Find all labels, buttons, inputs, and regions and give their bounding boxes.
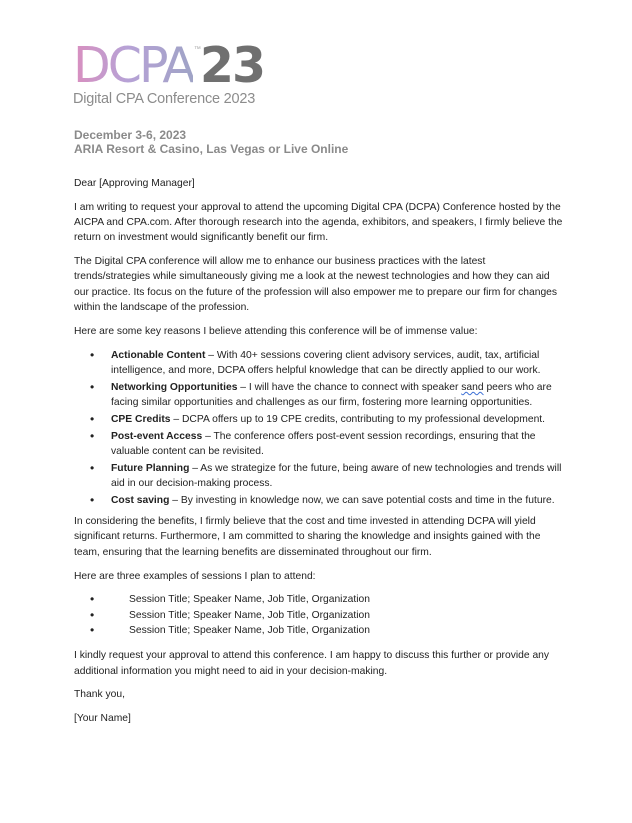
- paragraph-benefits: The Digital CPA conference will allow me to enhance our business practices with the latest trends/strategies while simultaneously giving me a look at the newest technologies and how they can aid our practice. Its focus on the future of the profession will also empower me to prepare our firm for changes within the landscape of the profession.: [74, 256, 558, 314]
- logo-subtitle: Digital CPA Conference 2023: [73, 91, 256, 107]
- paragraph-returns: In considering the benefits, I firmly believe that the cost and time invested in attending DCPA will yield significant returns. Furthermore, I am committed to sharing the knowledge and insights gained with the team, ensuring that the learning benefits are disseminated throughout our firm.: [74, 516, 541, 558]
- signature: [Your Name]: [74, 713, 131, 725]
- list-item: • Session Title; Speaker Name, Job Title, Organization: [74, 592, 564, 607]
- reason-title: Future Planning: [111, 462, 190, 474]
- list-item: [74, 493, 564, 508]
- reason-title: Cost saving: [111, 494, 170, 506]
- reason-text: – I will have the chance to connect with speaker: [237, 381, 462, 393]
- sessions-list: [74, 592, 564, 638]
- reason-title: Actionable Content: [111, 349, 206, 361]
- reason-title: Post-event Access: [111, 430, 203, 442]
- list-item: • Session Title; Speaker Name, Job Title, Organization: [74, 623, 564, 638]
- logo-trademark: ™: [193, 46, 201, 53]
- reason-text: – DCPA offers up to 19 CPE credits, contributing to my professional development.: [170, 413, 546, 425]
- paragraph-reasons-lead: Here are some key reasons I believe attending this conference will be of immense value:: [74, 325, 478, 337]
- event-info: [74, 128, 348, 156]
- dcpa23-logo: [73, 37, 313, 112]
- paragraph-request: I kindly request your approval to attend this conference. I am happy to discuss this further or provide any additional information you might need to aid in your decision-making.: [74, 650, 550, 677]
- reason-title: CPE Credits: [111, 413, 171, 425]
- list-item: • Session Title; Speaker Name, Job Title, Organization: [74, 608, 564, 623]
- reason-text: – By investing in knowledge now, we can save potential costs and time in the future.: [169, 494, 555, 506]
- event-dates: December 3-6, 2023: [74, 128, 187, 142]
- logo-wordmark: [73, 37, 313, 94]
- list-item: [74, 412, 564, 427]
- paragraph-sessions-lead: Here are three examples of sessions I plan to attend:: [74, 570, 316, 582]
- closing: Thank you,: [74, 689, 125, 701]
- event-location: ARIA Resort & Casino, Las Vegas or Live Online: [74, 142, 349, 156]
- list-item: [74, 429, 564, 460]
- reason-text: – The conference offers post-event session recordings, ensuring that the valuable content can be revisited.: [111, 430, 536, 457]
- spellcheck-word: sand: [461, 381, 484, 393]
- reasons-list: [74, 348, 564, 508]
- logo-dcpa-text: DCPA: [73, 37, 193, 94]
- reason-title: Networking Opportunities: [111, 381, 238, 393]
- list-item: [74, 380, 564, 411]
- reason-text: – With 40+ sessions covering client advisory services, audit, tax, artificial intelligence, and more, DCPA offers helpful knowledge that can be directly applied to our work.: [111, 349, 541, 376]
- reason-text: – As we strategize for the future, being aware of new technologies and trends will aid in our decision-making process.: [111, 462, 562, 490]
- paragraph-intro: I am writing to request your approval to attend the upcoming Digital CPA (DCPA) Conference hosted by the AICPA and CPA.com. After thorough research into the agenda, exhibitors, and speakers, I firmly believe the return on investment would significantly benefit our firm.: [74, 201, 563, 244]
- logo-year: 23: [199, 37, 265, 94]
- list-item: [74, 348, 564, 379]
- letter-body: [74, 176, 564, 735]
- salutation: Dear [Approving Manager]: [74, 178, 195, 189]
- reason-text: peers who are facing similar opportunities and challenges as our firm, fostering more learning opportunities.: [111, 381, 552, 409]
- list-item: [74, 461, 564, 492]
